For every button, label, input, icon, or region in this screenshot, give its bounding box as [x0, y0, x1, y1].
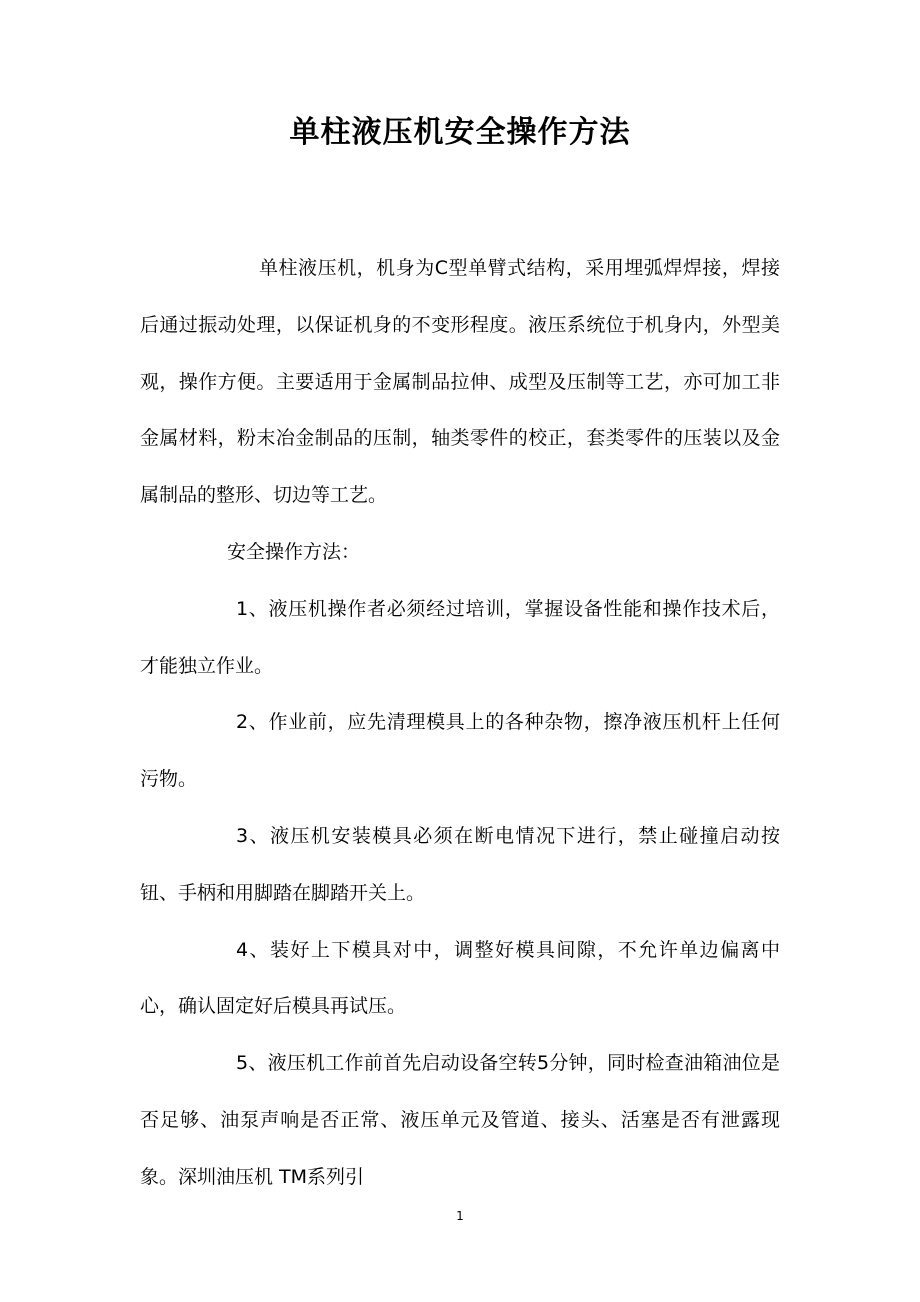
- list-item: 1、液压机操作者必须经过培训，掌握设备性能和操作技术后，才能独立作业。: [140, 597, 780, 677]
- list-item: 2、作业前，应先清理模具上的各种杂物，擦净液压机杆上任何污物。: [140, 711, 780, 791]
- section-heading: 安全操作方法：: [227, 540, 361, 563]
- document-title: 单柱液压机安全操作方法: [289, 115, 631, 150]
- list-item: 5、液压机工作前首先启动设备空转5分钟，同时检查油箱油位是否足够、油泵声响是否正常、液压单元及管道、接头、活塞是否有泄露现象。深圳油压机 TM系列引: [140, 1052, 780, 1188]
- list-item: 3、液压机安装模具必须在断电情况下进行，禁止碰撞启动按钮、手柄和用脚踏在脚踏开关上。: [140, 824, 780, 904]
- intro-paragraph: 单柱液压机，机身为C型单臂式结构，采用埋弧焊焊接，焊接后通过振动处理，以保证机身的不变形程度。液压系统位于机身内，外型美观，操作方便。主要适用于金属制品拉伸、成型及压制等工艺，亦可加工非金属材料，粉末冶金制品的压制，轴类零件的校正，套类零件的压装以及金属制品的整形、切边等工艺。: [140, 257, 780, 507]
- page-number: 1: [456, 1209, 464, 1223]
- list-item: 4、装好上下模具对中，调整好模具间隙，不允许单边偏离中心，确认固定好后模具再试压。: [140, 938, 780, 1018]
- document-body: [140, 240, 780, 1206]
